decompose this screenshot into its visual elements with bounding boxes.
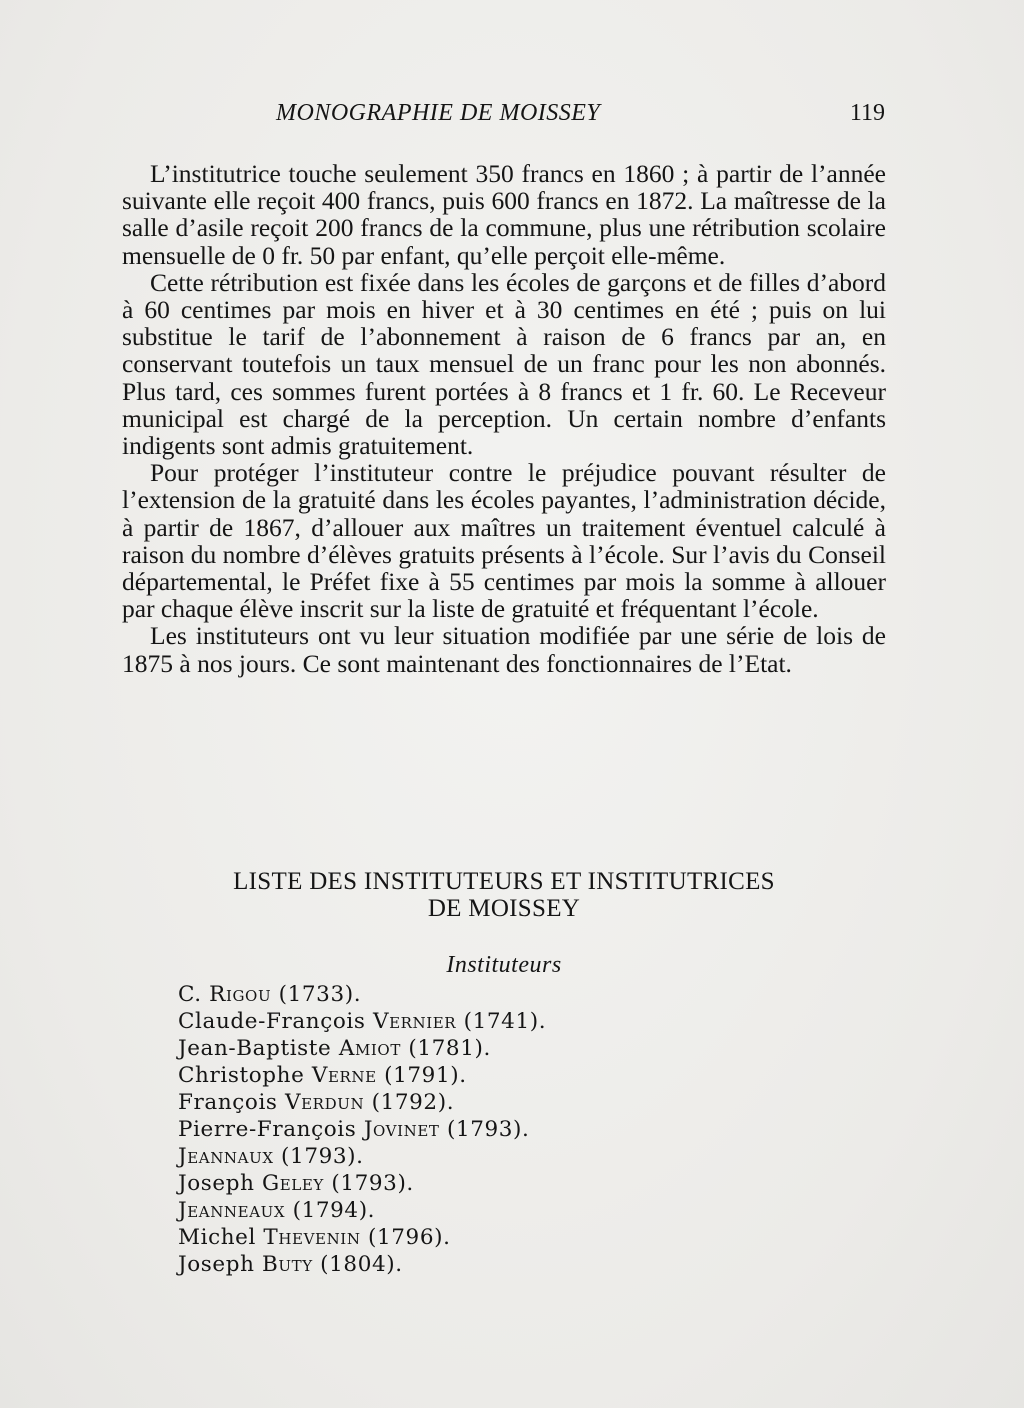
teacher-year: (1781).: [408, 1036, 491, 1061]
teacher-year: (1793).: [331, 1171, 414, 1196]
teacher-entry: [178, 1170, 546, 1197]
section-heading-line1: LISTE DES INSTITUTEURS ET INSTITUTRICES: [233, 868, 775, 895]
teacher-entry: [178, 1008, 546, 1035]
teacher-surname: Buty: [261, 1252, 313, 1277]
teacher-year: (1791).: [384, 1063, 467, 1088]
teacher-entry: [178, 1035, 546, 1062]
teacher-surname: Thevenin: [263, 1225, 361, 1250]
teacher-given-name: Michel: [178, 1225, 256, 1250]
teacher-surname: Geley: [261, 1171, 324, 1196]
teacher-given-name: C.: [178, 982, 202, 1007]
teacher-given-name: Christophe: [178, 1063, 305, 1088]
teacher-given-name: François: [178, 1090, 278, 1115]
teacher-given-name: Joseph: [178, 1171, 255, 1196]
teacher-given-name: Claude-François: [178, 1009, 366, 1034]
teacher-surname: Rigou: [209, 982, 272, 1007]
paragraph-gratuity: Pour protéger l’instituteur contre le préjudice pouvant résulter de l’extension de la gratuité dans les écoles payantes, l’administration décide, à partir de 1867, d’allouer aux maîtres un traitement éventuel calculé à raison du nombre d’élèves gratuits présents à l’école. Sur l’avis du Conseil départemental, le Préfet fixe à 55 centimes par mois la somme à allouer par chaque élève inscrit sur la liste de gratuité et fréquentant l’école.: [122, 458, 886, 624]
teacher-year: (1793).: [281, 1144, 364, 1169]
teacher-year: (1796).: [368, 1225, 451, 1250]
teacher-year: (1794).: [292, 1198, 376, 1223]
teacher-surname: Vernier: [372, 1009, 457, 1034]
teacher-year: (1804).: [320, 1252, 403, 1277]
teacher-year: (1793).: [446, 1117, 530, 1142]
page-number: 119: [849, 100, 885, 126]
teacher-given-name: Joseph: [178, 1252, 255, 1277]
paragraph-retribution: Cette rétribution est fixée dans les écoles de garçons et de filles d’abord à 60 centimes par mois en hiver et à 30 centimes en été ; puis on lui substitue le tarif de l’abonnement à raison de 6 francs par an, en conservant toutefois un taux mensuel de un franc pour les non abonnés. Plus tard, ces sommes furent portées à 8 francs et 1 fr. 60. Le Receveur municipal est chargé de la perception. Un certain nombre d’enfants indigents sont admis gratuitement.: [122, 267, 886, 461]
teacher-list: [178, 981, 546, 1278]
teacher-entry: [178, 1089, 546, 1116]
running-title: MONOGRAPHIE DE MOISSEY: [276, 100, 601, 126]
teacher-entry: [178, 1143, 546, 1170]
section-heading-line2: DE MOISSEY: [427, 895, 581, 922]
teacher-surname: Verdun: [285, 1090, 365, 1115]
teacher-given-name: Jean-Baptiste: [178, 1036, 332, 1061]
teacher-entry: [178, 1251, 546, 1278]
teacher-entry: [178, 1197, 546, 1224]
subheading-instituteurs: Instituteurs: [446, 952, 562, 978]
section-heading: [122, 868, 886, 922]
teacher-surname: Amiot: [338, 1036, 401, 1061]
teacher-entry: [178, 1062, 546, 1089]
teacher-surname: Jeannaux: [178, 1144, 274, 1169]
teacher-surname: Jovinet: [363, 1117, 440, 1142]
teacher-entry: [178, 1224, 546, 1251]
paragraph-laws: Les instituteurs ont vu leur situation modifiée par une série de lois de 1875 à nos jours. Ce sont maintenant des fonctionnaires de l’Etat.: [122, 621, 886, 678]
paragraph-salaries: L’institutrice touche seulement 350 francs en 1860 ; à partir de l’année suivante elle reçoit 400 francs, puis 600 francs en 1872. La maîtresse de la salle d’asile reçoit 200 francs de la commune, plus une rétribution scolaire mensuelle de 0 fr. 50 par enfant, qu’elle perçoit elle-même.: [122, 159, 886, 270]
teacher-given-name: Pierre-François: [178, 1117, 357, 1142]
body-text: [122, 160, 886, 677]
teacher-surname: Verne: [311, 1063, 377, 1088]
teacher-entry: [178, 981, 546, 1008]
teacher-year: (1792).: [371, 1090, 455, 1115]
running-header: [120, 100, 885, 132]
teacher-entry: [178, 1116, 546, 1143]
teacher-year: (1733).: [278, 982, 362, 1007]
teacher-year: (1741).: [463, 1009, 547, 1034]
teacher-surname: Jeanneaux: [178, 1198, 286, 1223]
